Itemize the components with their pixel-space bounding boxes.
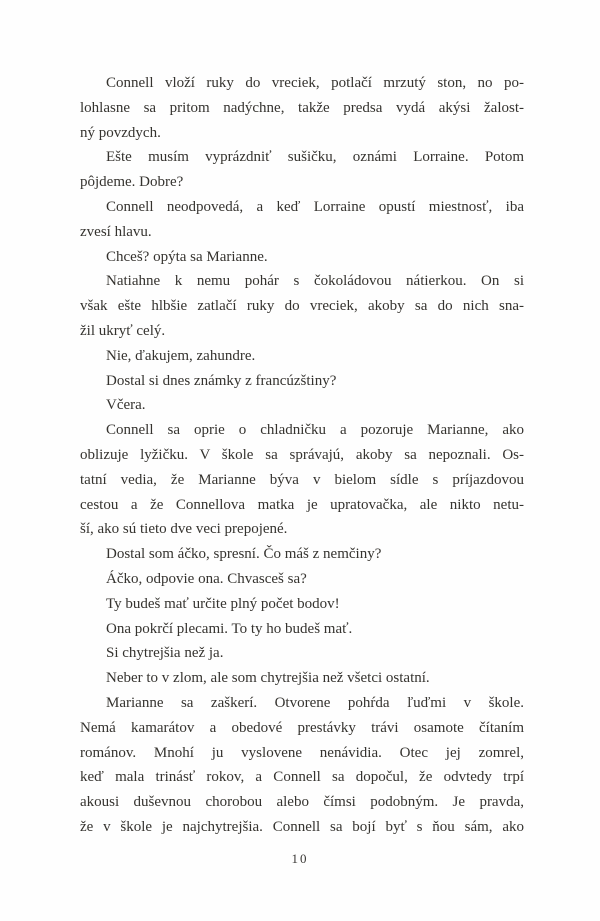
page-number: 10 [291, 851, 309, 866]
text-line: Nie, ďakujem, zahundre. [106, 347, 256, 364]
paragraph [80, 567, 524, 592]
text-line: Neber to v zlom, ale som chytrejšia než všetci ostatní. [106, 670, 430, 687]
paragraph [80, 393, 524, 418]
text-line: Connell neodpovedá, a keď Lorraine opustí miestnosť, iba [106, 198, 524, 215]
text-line: ný povzdych. [80, 124, 161, 141]
text-line: Si chytrejšia než ja. [106, 645, 224, 662]
paragraph [80, 592, 524, 617]
text-line: lohlasne sa pritom nadýchne, takže predsa vydá akýsi žalost- [80, 99, 524, 116]
text-line: Connell sa oprie o chladničku a pozoruje Marianne, ako [106, 422, 524, 439]
paragraph [80, 195, 524, 245]
text-line: oblizuje lyžičku. V škole sa správajú, akoby sa nepoznali. Os- [80, 446, 524, 463]
text-line: Marianne sa zaškerí. Otvorene pohŕda ľuďmi v škole. [106, 694, 524, 711]
text-line: zvesí hlavu. [80, 223, 152, 240]
paragraph [80, 641, 524, 666]
text-line: Connell vloží ruky do vreciek, potlačí mrzutý ston, no po- [106, 75, 524, 91]
text-block [80, 71, 524, 840]
text-line: že v škole je najchytrejšia. Connell sa bojí byť s ňou sám, ako [80, 818, 524, 835]
text-line: žil ukryť celý. [80, 322, 166, 339]
text-line: Dostal si dnes známky z francúzštiny? [106, 372, 337, 389]
text-line: Včera. [106, 397, 146, 414]
text-line: Ešte musím vyprázdniť sušičku, oznámi Lorraine. Potom [106, 149, 524, 166]
paragraph [80, 71, 524, 145]
paragraph [80, 369, 524, 394]
text-line: Natiahne k nemu pohár s čokoládovou nátierkou. On si [106, 273, 524, 290]
paragraph [80, 245, 524, 270]
text-line: Áčko, odpovie ona. Chvasceš sa? [106, 570, 307, 587]
text-line: akousi duševnou chorobou alebo čímsi podobným. Je pravda, [80, 794, 524, 811]
paragraph [80, 691, 524, 840]
text-line: Ty budeš mať určite plný počet bodov! [106, 595, 340, 612]
paragraph [80, 542, 524, 567]
paragraph [80, 344, 524, 369]
text-line: však ešte hlbšie zatlačí ruky do vreciek, akoby sa do nich sna- [80, 298, 524, 315]
text-line: Ona pokrčí plecami. To ty ho budeš mať. [106, 620, 353, 637]
text-line: románov. Mnohí ju vyslovene nenávidia. Otec jej zomrel, [80, 744, 524, 761]
text-line: Nemá kamarátov a obedové prestávky trávi osamote čítaním [80, 719, 524, 736]
paragraph [80, 145, 524, 195]
text-line: Chceš? opýta sa Marianne. [106, 248, 268, 265]
text-line: tatní vedia, že Marianne býva v bielom sídle s príjazdovou [80, 471, 524, 488]
paragraph [80, 269, 524, 343]
text-line: keď mala trinásť rokov, a Connell sa dopočul, že odvtedy trpí [80, 769, 524, 786]
text-line: Dostal som áčko, spresní. Čo máš z nemčiny? [106, 546, 382, 563]
paragraph [80, 666, 524, 691]
text-line: pôjdeme. Dobre? [80, 174, 184, 191]
paragraph [80, 418, 524, 542]
text-line: cestou a že Connellova matka je upratovačka, ale nikto netu- [80, 496, 524, 513]
text-line: ší, ako sú tieto dve veci prepojené. [80, 521, 288, 538]
paragraph [80, 617, 524, 642]
